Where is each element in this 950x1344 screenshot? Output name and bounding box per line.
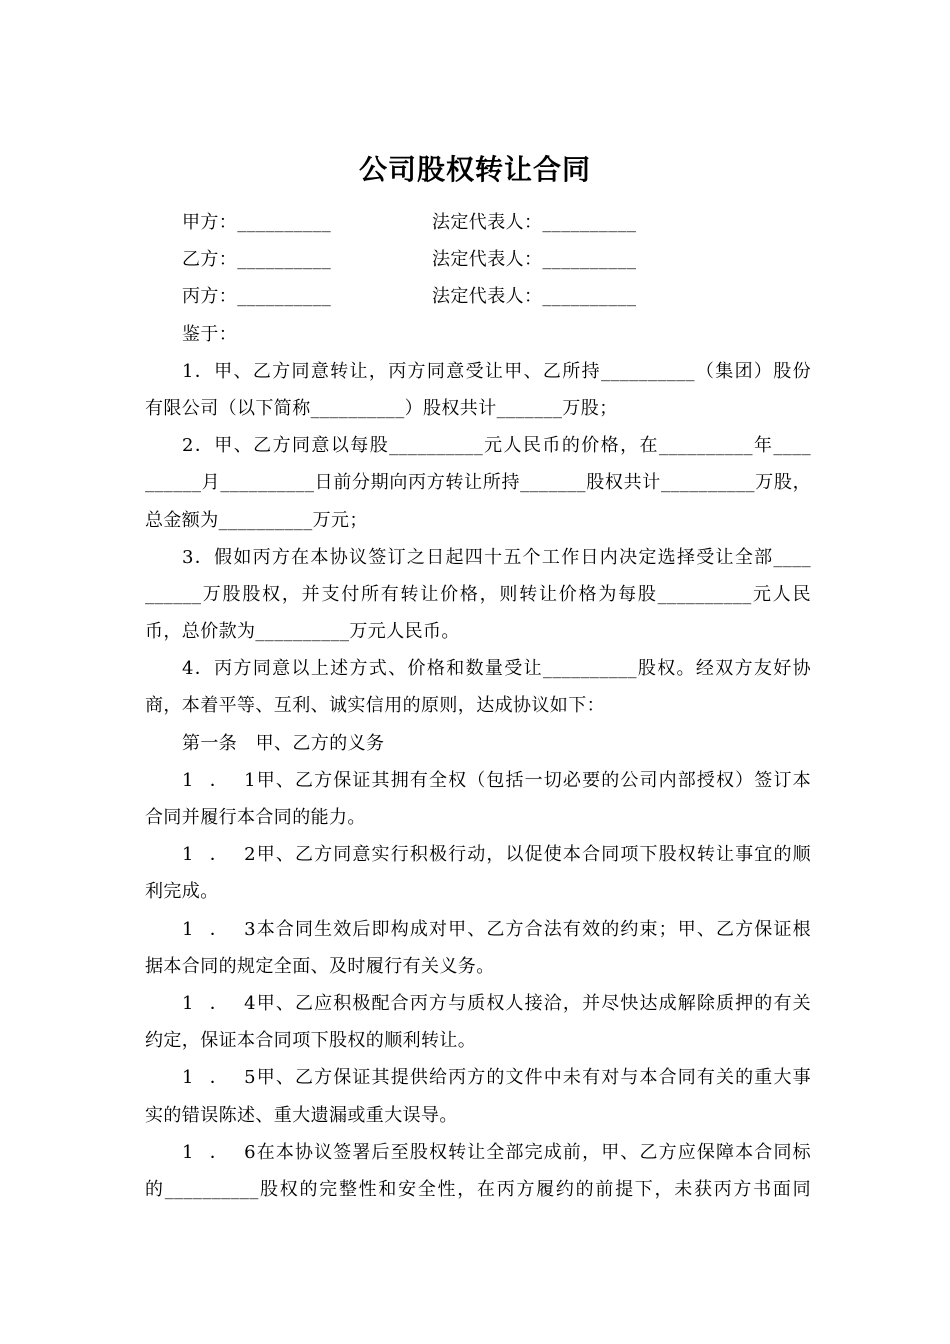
clause-1-3-line-1 [145, 911, 811, 948]
clause-1-2-text: 甲、乙方同意实行积极行动，以促使本合同项下股权转让事宜的顺 [256, 844, 811, 866]
clause-1-5-line-1 [145, 1059, 811, 1096]
recital-4-line-2: 商，本着平等、互利、诚实信用的原则，达成协议如下： [145, 695, 605, 717]
clause-1-6-number: 1．6 [182, 1141, 256, 1163]
clause-1-1-text: 甲、乙方保证其拥有全权（包括一切必要的公司内部授权）签订本 [256, 769, 811, 791]
preamble: 鉴于： [182, 323, 238, 345]
clause-1-4-line-1 [145, 985, 811, 1022]
recital-3-line-1: 3．假如丙方在本协议签订之日起四十五个工作日内决定选择受让全部____ [182, 546, 811, 568]
document-title: 公司股权转让合同 [358, 153, 591, 186]
clause-1-1-line-1 [145, 762, 811, 799]
clause-1-6-line-2: 的__________股权的完整性和安全性，在丙方履约的前提下，未获丙方书面同 [145, 1178, 811, 1200]
clause-1-2-line-1 [145, 836, 811, 873]
clause-1-2-number: 1．2 [182, 844, 256, 866]
recital-4-line-1: 4．丙方同意以上述方式、价格和数量受让__________股权。经双方友好协 [182, 658, 811, 680]
party-c-field: 丙方：__________ [182, 286, 332, 308]
party-b-field: 乙方：__________ [182, 249, 332, 271]
recital-2-line-3: 总金额为__________万元； [145, 509, 368, 531]
clause-1-6-text: 在本协议签署后至股权转让全部完成前，甲、乙方应保障本合同标 [256, 1141, 811, 1163]
clause-1-1-number: 1．1 [182, 769, 256, 791]
recital-2-line-2: ______月__________日前分期向丙方转让所持_______股权共计__________万股， [145, 472, 811, 494]
party-a-representative-field: 法定代表人：__________ [432, 212, 637, 233]
clause-1-3-number: 1．3 [182, 918, 256, 940]
clause-1-5-line-2: 实的错误陈述、重大遗漏或重大误导。 [145, 1104, 458, 1126]
recital-3-line-3: 币，总价款为__________万元人民币。 [145, 621, 460, 643]
article-1-heading: 第一条 甲、乙方的义务 [182, 732, 385, 754]
party-c-representative-field: 法定代表人：__________ [432, 286, 637, 308]
recital-1-line-1: 1．甲、乙方同意转让，丙方同意受让甲、乙所持__________（集团）股份 [182, 360, 811, 382]
recital-1-line-2: 有限公司（以下简称__________）股权共计_______万股； [145, 397, 618, 419]
clause-1-4-text: 甲、乙应积极配合丙方与质权人接洽，并尽快达成解除质押的有关 [256, 992, 811, 1014]
recital-3-line-2: ______万股股权，并支付所有转让价格，则转让价格为每股__________元人民 [145, 583, 811, 605]
document-body [145, 204, 811, 1208]
party-row-b [145, 241, 811, 278]
clause-1-4-line-2: 约定，保证本合同项下股权的顺利转让。 [145, 1030, 477, 1052]
clause-1-5-number: 1．5 [182, 1067, 256, 1089]
party-b-representative-field: 法定代表人：__________ [432, 249, 637, 271]
party-a-field: 甲方：__________ [182, 212, 332, 233]
clause-1-6-line-1 [145, 1134, 811, 1171]
clause-1-3-line-2: 据本合同的规定全面、及时履行有关义务。 [145, 955, 495, 977]
recital-2-line-1: 2．甲、乙方同意以每股__________元人民币的价格，在__________年____ [182, 435, 811, 457]
clause-1-4-number: 1．4 [182, 992, 256, 1014]
clause-1-1-line-2: 合同并履行本合同的能力。 [145, 807, 366, 828]
clause-1-2-line-2: 利完成。 [145, 881, 219, 903]
party-row-c [145, 278, 811, 315]
clause-1-5-text: 甲、乙方保证其提供给丙方的文件中未有对与本合同有关的重大事 [256, 1067, 811, 1089]
clause-1-3-text: 本合同生效后即构成对甲、乙方合法有效的约束；甲、乙方保证根 [256, 918, 811, 940]
party-row-a [145, 204, 811, 241]
